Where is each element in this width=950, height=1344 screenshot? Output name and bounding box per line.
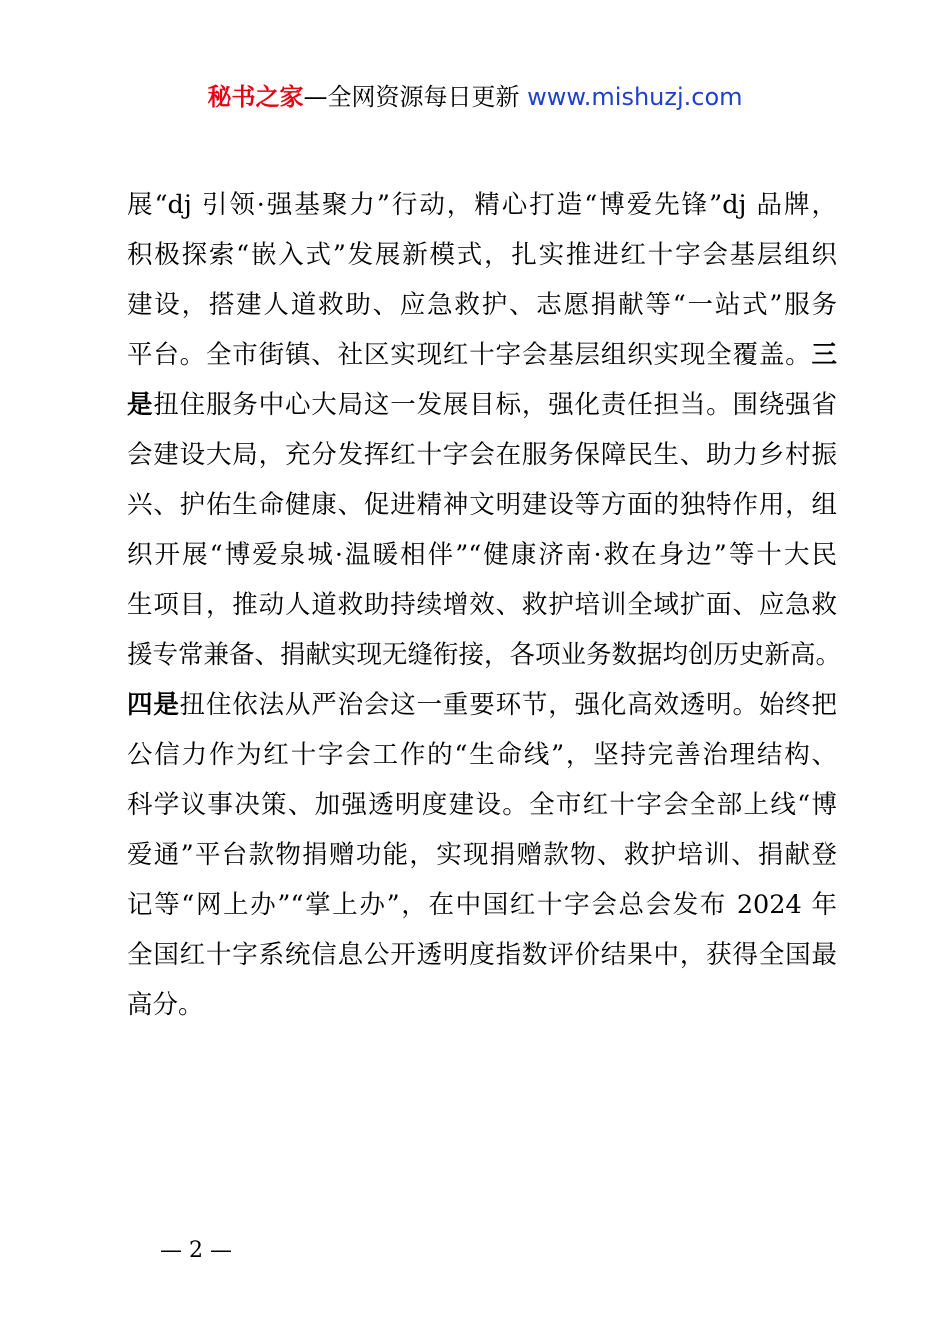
text-line	[127, 880, 837, 930]
site-header	[0, 80, 950, 114]
text-line	[127, 380, 837, 430]
line-text: 织开展“博爱泉城·温暖相伴”“健康济南·救在身边”等十大民	[127, 540, 837, 570]
point-marker-bold: 是	[127, 390, 154, 420]
line-text: 平台。全市街镇、社区实现红十字会基层组织实现全覆盖。	[127, 340, 812, 370]
text-line	[127, 480, 837, 530]
line-text: 援专常兼备、捐献实现无缝衔接，各项业务数据均创历史新高。	[127, 640, 842, 670]
line-text: 记等“网上办”“掌上办”，在中国红十字会总会发布 2024 年	[127, 890, 837, 920]
text-line	[127, 730, 837, 780]
text-line	[127, 280, 837, 330]
text-line	[127, 530, 837, 580]
text-line	[127, 630, 842, 680]
line-text: 公信力作为红十字会工作的“生命线”，坚持完善治理结构、	[127, 740, 837, 770]
text-line	[127, 680, 837, 730]
point-marker-bold: 三	[811, 340, 837, 370]
text-line	[127, 780, 837, 830]
header-tagline: —全网资源每日更新	[303, 83, 528, 111]
text-line	[127, 180, 837, 230]
line-text: 全国红十字系统信息公开透明度指数评价结果中，获得全国最	[127, 940, 837, 970]
site-url-link[interactable]: www.mishuzj.com	[527, 83, 743, 111]
text-line	[127, 980, 837, 1030]
document-body	[127, 180, 842, 1030]
text-line	[127, 930, 837, 980]
line-text: 扭住服务中心大局这一发展目标，强化责任担当。围绕强省	[153, 390, 837, 420]
line-text: 扭住依法从严治会这一重要环节，强化高效透明。始终把	[179, 690, 837, 720]
line-text: 爱通”平台款物捐赠功能，实现捐赠款物、救护培训、捐献登	[127, 840, 837, 870]
text-line	[127, 430, 837, 480]
line-text: 会建设大局，充分发挥红十字会在服务保障民生、助力乡村振	[127, 440, 837, 470]
line-text: 科学议事决策、加强透明度建设。全市红十字会全部上线“博	[127, 790, 837, 820]
line-text: 展“dj 引领·强基聚力”行动，精心打造“博爱先锋”dj 品牌，	[127, 190, 837, 220]
line-text: 建设，搭建人道救助、应急救护、志愿捐献等“一站式”服务	[127, 290, 837, 320]
line-text: 高分。	[127, 990, 204, 1020]
text-line	[127, 230, 837, 280]
brand-name: 秘书之家	[207, 83, 304, 111]
page-number: — 2 —	[160, 1238, 232, 1263]
text-line	[127, 830, 837, 880]
text-line	[127, 580, 837, 630]
line-text: 生项目，推动人道救助持续增效、救护培训全域扩面、应急救	[127, 590, 837, 620]
line-text: 兴、护佑生命健康、促进精神文明建设等方面的独特作用，组	[127, 490, 837, 520]
line-text: 积极探索“嵌入式”发展新模式，扎实推进红十字会基层组织	[127, 240, 837, 270]
point-marker-bold: 四是	[127, 690, 180, 720]
text-line	[127, 330, 837, 380]
